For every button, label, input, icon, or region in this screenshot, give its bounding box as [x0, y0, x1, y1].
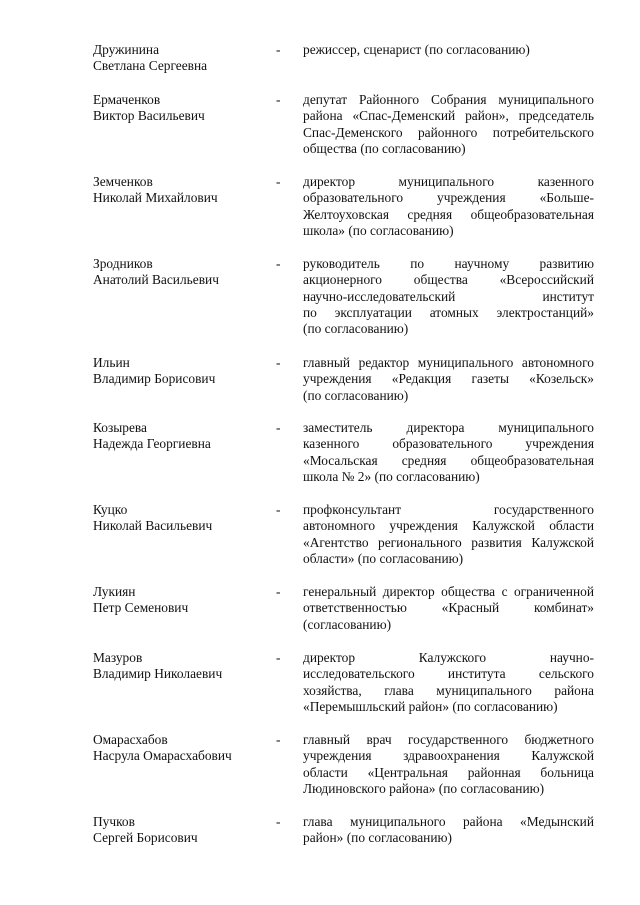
member-given-name: Анатолий Васильевич	[93, 272, 219, 288]
member-position	[303, 584, 594, 633]
member-name	[93, 650, 273, 683]
position-line: «Агентство регионального развития Калужской	[303, 534, 594, 550]
separator-dash: -	[276, 732, 281, 747]
member-given-name: Виктор Васильевич	[93, 108, 205, 124]
member-position	[303, 92, 594, 157]
position-line: район» (по согласованию)	[303, 830, 452, 846]
position-line: учреждения здравоохранения Калужской	[303, 748, 594, 764]
member-given-name: Николай Васильевич	[93, 518, 213, 534]
member-given-name: Николай Михайлович	[93, 190, 218, 206]
position-line: (согласованию)	[303, 616, 392, 632]
member-name	[93, 355, 273, 388]
member-position	[303, 502, 594, 567]
member-position	[303, 355, 594, 404]
position-line: общества (по согласованию)	[303, 140, 466, 156]
position-line: Людиновского района» (по согласованию)	[303, 780, 545, 796]
member-name	[93, 502, 273, 535]
member-name	[93, 814, 273, 847]
member-given-name: Владимир Николаевич	[93, 666, 223, 682]
separator-dash: -	[276, 584, 281, 599]
position-line: по эксплуатации атомных электростанций»	[303, 304, 594, 320]
member-name	[93, 92, 273, 125]
member-surname: Земченков	[93, 174, 153, 189]
position-line: школа № 2» (по согласованию)	[303, 468, 480, 484]
position-line: акционерного общества «Всероссийский	[303, 272, 594, 288]
position-line: научно-исследовательский институт	[303, 288, 594, 304]
position-line: (по согласованию)	[303, 387, 409, 403]
member-name	[93, 420, 273, 453]
member-given-name: Сергей Борисович	[93, 830, 198, 846]
position-line: главный врач государственного бюджетного	[303, 732, 594, 747]
separator-dash: -	[276, 814, 281, 829]
separator-dash: -	[276, 355, 281, 370]
member-surname: Лукиян	[93, 584, 136, 599]
member-surname: Омарасхабов	[93, 732, 168, 747]
separator-dash: -	[276, 650, 281, 665]
separator-dash: -	[276, 502, 281, 517]
position-line: автономного учреждения Калужской области	[303, 518, 594, 534]
position-line: профконсультант государственного	[303, 502, 594, 517]
member-given-name: Надежда Георгиевна	[93, 436, 211, 452]
position-line: Спас-Деменского районного потребительского	[303, 124, 594, 140]
position-line: главный редактор муниципального автономного	[303, 355, 594, 370]
position-line: депутат Районного Собрания муниципального	[303, 92, 594, 107]
member-name	[93, 256, 273, 289]
position-line: директор муниципального казенного	[303, 174, 594, 189]
position-line: хозяйства, глава муниципального района	[303, 682, 594, 698]
position-line: образовательного учреждения «Больше-	[303, 190, 594, 206]
position-line: глава муниципального района «Медынский	[303, 814, 594, 829]
separator-dash: -	[276, 174, 281, 189]
member-name	[93, 584, 273, 617]
separator-dash: -	[276, 92, 281, 107]
position-line: ответственностью «Красный комбинат»	[303, 600, 594, 616]
member-given-name: Петр Семенович	[93, 600, 189, 616]
member-surname: Ильин	[93, 355, 130, 370]
position-line: исследовательского института сельского	[303, 666, 594, 682]
position-line: казенного образовательного учреждения	[303, 436, 594, 452]
member-position	[303, 174, 594, 239]
position-line: генеральный директор общества с ограниченной	[303, 584, 594, 599]
member-name	[93, 732, 273, 765]
separator-dash: -	[276, 256, 281, 271]
position-line: Желтоуховская средняя общеобразовательная	[303, 206, 594, 222]
position-line: (по согласованию)	[303, 321, 409, 337]
position-line: области» (по согласованию)	[303, 550, 464, 566]
member-position	[303, 732, 594, 797]
position-line: директор Калужского научно-	[303, 650, 594, 665]
member-given-name: Владимир Борисович	[93, 371, 216, 387]
member-position	[303, 256, 594, 337]
member-surname: Дружинина	[93, 42, 160, 57]
member-surname: Пучков	[93, 814, 135, 829]
position-line: школа» (по согласованию)	[303, 222, 454, 238]
member-position	[303, 650, 594, 715]
position-line: руководитель по научному развитию	[303, 256, 594, 271]
separator-dash: -	[276, 420, 281, 435]
position-line: «Перемышльский район» (по согласованию)	[303, 698, 558, 714]
member-name	[93, 42, 273, 75]
member-surname: Зродников	[93, 256, 153, 271]
separator-dash: -	[276, 42, 281, 57]
member-given-name: Светлана Сергеевна	[93, 58, 208, 74]
member-position	[303, 420, 594, 485]
position-line: учреждения «Редакция газеты «Козельск»	[303, 371, 594, 387]
position-line: района «Спас-Деменский район», председатель	[303, 108, 594, 124]
position-line: режиссер, сценарист (по согласованию)	[303, 42, 530, 57]
member-position	[303, 42, 594, 58]
member-position	[303, 814, 594, 847]
member-surname: Ермаченков	[93, 92, 161, 107]
position-line: «Мосальская средняя общеобразовательная	[303, 452, 594, 468]
member-surname: Куцко	[93, 502, 128, 517]
position-line: заместитель директора муниципального	[303, 420, 594, 435]
member-given-name: Насрула Омарасхабович	[93, 748, 232, 764]
position-line: области «Центральная районная больница	[303, 764, 594, 780]
member-name	[93, 174, 273, 207]
member-surname: Козырева	[93, 420, 147, 435]
member-surname: Мазуров	[93, 650, 143, 665]
